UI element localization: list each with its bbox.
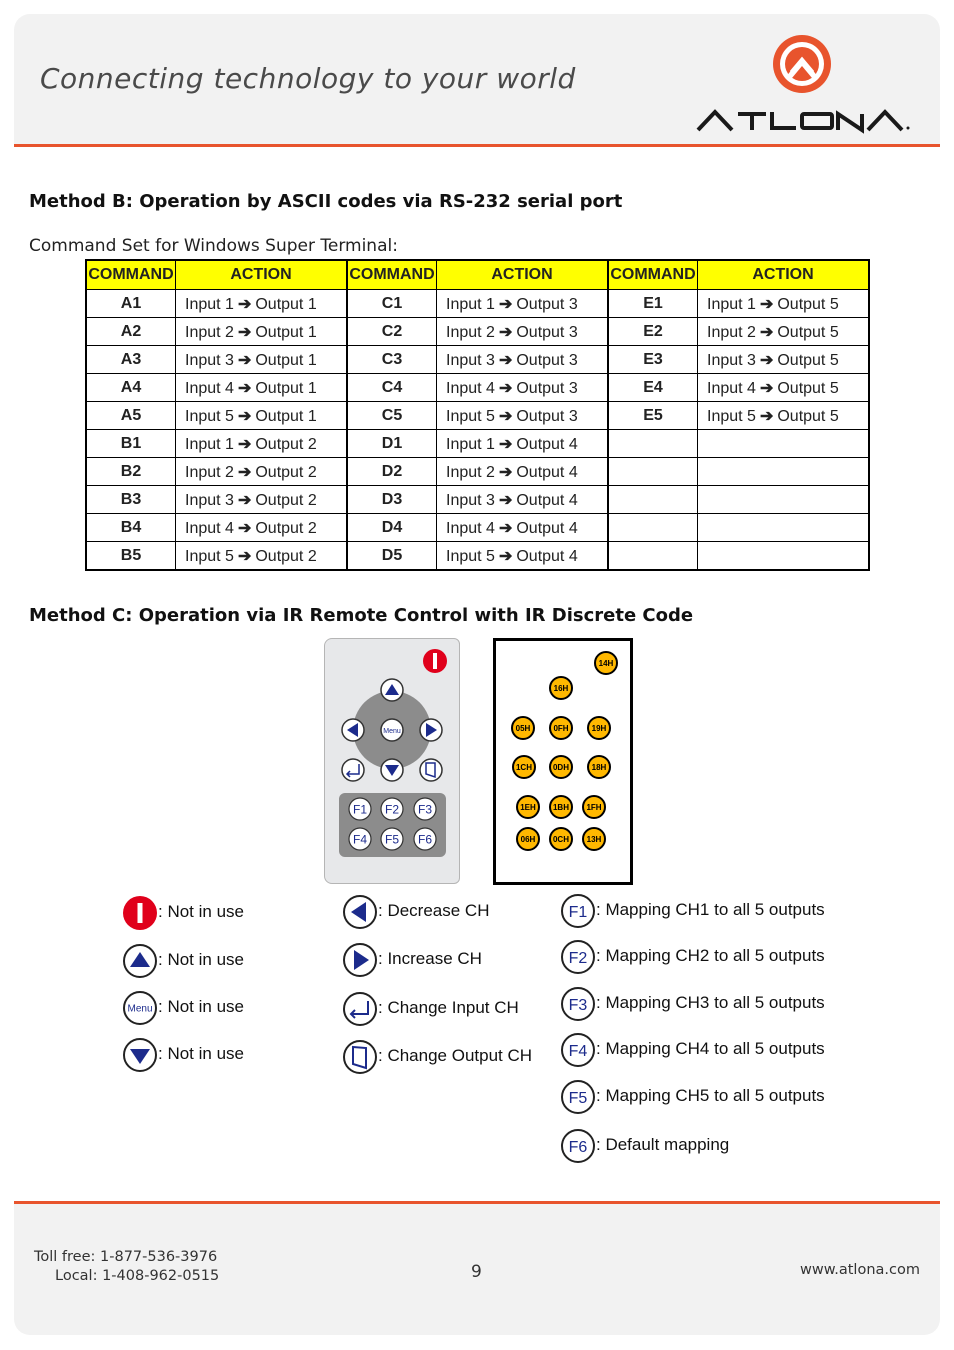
command-cell: C1 (347, 290, 437, 318)
arrow-icon: ➔ (237, 323, 252, 341)
action-input: Input 5 (707, 407, 756, 425)
legend-label: : Default mapping (596, 1135, 730, 1154)
action-input: Input 4 (446, 519, 495, 537)
action-cell (176, 402, 348, 430)
action-output: Output 3 (516, 323, 578, 341)
command-cell: C5 (347, 402, 437, 430)
action-output: Output 5 (777, 407, 839, 425)
svg-text:13H: 13H (586, 835, 602, 844)
action-output: Output 4 (516, 519, 578, 537)
action-input: Input 4 (185, 519, 234, 537)
action-cell (698, 430, 870, 458)
action-input: Input 5 (185, 547, 234, 565)
command-cell (608, 458, 698, 486)
ir-code-button (588, 756, 610, 778)
action-input: Input 1 (707, 295, 756, 313)
command-cell: D4 (347, 514, 437, 542)
table-row (86, 542, 869, 571)
svg-text:F1: F1 (568, 904, 588, 921)
fkey-f4-icon (560, 1032, 596, 1073)
command-cell: E3 (608, 346, 698, 374)
action-cell (698, 318, 870, 346)
remote-fkey-f6 (414, 828, 436, 850)
arrow-icon: ➔ (237, 295, 252, 313)
svg-text:0DH: 0DH (552, 763, 570, 772)
command-cell: D2 (347, 458, 437, 486)
action-cell (698, 486, 870, 514)
table-row (86, 430, 869, 458)
action-output: Output 1 (255, 323, 317, 341)
arrow-icon: ➔ (498, 547, 513, 565)
action-input: Input 2 (446, 463, 495, 481)
action-input: Input 1 (185, 295, 234, 313)
svg-text:18H: 18H (591, 763, 607, 772)
svg-text:F1: F1 (352, 802, 368, 817)
arrow-icon: ➔ (498, 323, 513, 341)
remote-fkey-f3 (414, 798, 436, 820)
table-row (86, 402, 869, 430)
legend-label: : Mapping CH4 to all 5 outputs (596, 1039, 825, 1058)
action-output: Output 5 (777, 351, 839, 369)
table-row (86, 486, 869, 514)
action-cell (437, 542, 609, 571)
arrow-icon: ➔ (759, 323, 774, 341)
action-output: Output 2 (255, 547, 317, 565)
legend-label: : Mapping CH1 to all 5 outputs (596, 900, 825, 919)
logo-wordmark (698, 112, 902, 130)
action-input: Input 4 (707, 379, 756, 397)
action-cell (698, 542, 870, 571)
command-table (85, 259, 870, 571)
action-output: Output 3 (516, 407, 578, 425)
action-cell (437, 514, 609, 542)
table-row (86, 374, 869, 402)
command-cell: A5 (86, 402, 176, 430)
legend-label: : Mapping CH2 to all 5 outputs (596, 946, 825, 965)
command-cell: A3 (86, 346, 176, 374)
page-number: 9 (471, 1262, 482, 1282)
method-c-heading: Method C: Operation via IR Remote Control with IR Discrete Code (29, 605, 694, 626)
power-icon (423, 649, 447, 673)
command-cell: C4 (347, 374, 437, 402)
column-header: ACTION (437, 260, 609, 290)
enter-icon (342, 759, 364, 781)
action-output: Output 4 (516, 491, 578, 509)
remote-fkey-f4 (349, 828, 371, 850)
action-output: Output 5 (777, 379, 839, 397)
arrow-icon: ➔ (237, 407, 252, 425)
up-arrow-icon (381, 679, 403, 701)
action-output: Output 3 (516, 351, 578, 369)
action-cell (176, 458, 348, 486)
action-output: Output 2 (255, 519, 317, 537)
action-input: Input 5 (185, 407, 234, 425)
action-output: Output 1 (255, 351, 317, 369)
right-arrow-icon (420, 719, 442, 741)
action-input: Input 3 (446, 491, 495, 509)
action-output: Output 5 (777, 323, 839, 341)
svg-text:16H: 16H (553, 684, 569, 693)
command-cell: B1 (86, 430, 176, 458)
action-input: Input 3 (707, 351, 756, 369)
menu-icon (381, 719, 403, 741)
arrow-icon: ➔ (498, 519, 513, 537)
action-cell (698, 290, 870, 318)
action-input: Input 2 (185, 463, 234, 481)
legend-label: : Not in use (158, 902, 244, 921)
left-arrow-icon (342, 894, 378, 935)
footer-divider (14, 1201, 940, 1204)
svg-text:0CH: 0CH (552, 835, 570, 844)
action-cell (698, 458, 870, 486)
legend-label: : Increase CH (378, 949, 482, 968)
svg-text:14H: 14H (598, 659, 614, 668)
action-cell (698, 374, 870, 402)
svg-text:Menu: Menu (127, 1003, 153, 1015)
command-cell: E2 (608, 318, 698, 346)
logo-mark-icon (773, 35, 831, 93)
action-output: Output 2 (255, 491, 317, 509)
svg-text:1BH: 1BH (552, 803, 570, 812)
ir-code-button (517, 828, 539, 850)
command-cell: D5 (347, 542, 437, 571)
website-link[interactable]: www.atlona.com (800, 1262, 920, 1278)
ir-code-button (550, 717, 572, 739)
remote-control-illustration (324, 638, 460, 884)
action-cell (698, 346, 870, 374)
action-cell (176, 290, 348, 318)
action-input: Input 1 (446, 435, 495, 453)
svg-text:Menu: Menu (383, 728, 401, 735)
ir-code-button (512, 717, 534, 739)
ir-code-button (550, 828, 572, 850)
action-cell (698, 402, 870, 430)
svg-text:F4: F4 (568, 1043, 588, 1060)
command-cell: E5 (608, 402, 698, 430)
column-header: COMMAND (347, 260, 437, 290)
door-icon (420, 759, 442, 781)
action-cell (176, 542, 348, 571)
action-cell (437, 374, 609, 402)
arrow-icon: ➔ (237, 435, 252, 453)
action-input: Input 3 (185, 351, 234, 369)
fkey-f2-icon (560, 939, 596, 980)
command-cell: B4 (86, 514, 176, 542)
svg-text:F2: F2 (568, 950, 588, 967)
svg-text:1FH: 1FH (586, 803, 602, 812)
arrow-icon: ➔ (237, 351, 252, 369)
action-input: Input 1 (185, 435, 234, 453)
column-header: ACTION (698, 260, 870, 290)
svg-text:06H: 06H (520, 835, 536, 844)
action-cell (698, 514, 870, 542)
ir-code-button (583, 828, 605, 850)
arrow-icon: ➔ (237, 491, 252, 509)
action-cell (437, 290, 609, 318)
action-input: Input 4 (446, 379, 495, 397)
command-cell: C2 (347, 318, 437, 346)
command-cell (608, 486, 698, 514)
remote-fkey-f1 (349, 798, 371, 820)
action-output: Output 4 (516, 435, 578, 453)
method-b-heading: Method B: Operation by ASCII codes via RS-232 serial port (29, 191, 623, 212)
command-cell: A1 (86, 290, 176, 318)
arrow-icon: ➔ (237, 463, 252, 481)
command-cell: E1 (608, 290, 698, 318)
action-output: Output 2 (255, 463, 317, 481)
command-cell (608, 430, 698, 458)
svg-text:F4: F4 (352, 832, 368, 847)
command-cell: B3 (86, 486, 176, 514)
arrow-icon: ➔ (759, 295, 774, 313)
command-cell: A4 (86, 374, 176, 402)
ir-code-button (550, 796, 572, 818)
legend-label: : Change Output CH (378, 1046, 533, 1065)
column-header: COMMAND (86, 260, 176, 290)
arrow-icon: ➔ (498, 295, 513, 313)
command-cell: A2 (86, 318, 176, 346)
action-output: Output 4 (516, 463, 578, 481)
action-input: Input 2 (185, 323, 234, 341)
column-header: ACTION (176, 260, 348, 290)
action-input: Input 2 (707, 323, 756, 341)
down-arrow-icon (381, 759, 403, 781)
command-cell: C3 (347, 346, 437, 374)
svg-text:05H: 05H (515, 724, 531, 733)
action-output: Output 4 (516, 547, 578, 565)
svg-text:F5: F5 (384, 832, 400, 847)
arrow-icon: ➔ (498, 491, 513, 509)
left-arrow-icon (342, 719, 364, 741)
remote-fkey-f2 (381, 798, 403, 820)
arrow-icon: ➔ (498, 351, 513, 369)
ir-code-button (550, 756, 572, 778)
ir-code-button (595, 652, 617, 674)
action-output: Output 5 (777, 295, 839, 313)
arrow-icon: ➔ (759, 407, 774, 425)
arrow-icon: ➔ (237, 547, 252, 565)
remote-fkey-f5 (381, 828, 403, 850)
action-output: Output 1 (255, 379, 317, 397)
svg-text:1CH: 1CH (515, 763, 533, 772)
svg-text:F6: F6 (417, 832, 433, 847)
action-cell (437, 318, 609, 346)
door-icon (342, 1039, 378, 1080)
fkey-f5-icon (560, 1079, 596, 1120)
action-cell (176, 346, 348, 374)
action-cell (437, 402, 609, 430)
action-cell (437, 486, 609, 514)
action-input: Input 5 (446, 407, 495, 425)
action-cell (176, 374, 348, 402)
arrow-icon: ➔ (237, 519, 252, 537)
down-arrow-icon (122, 1037, 158, 1078)
arrow-icon: ➔ (498, 379, 513, 397)
action-output: Output 3 (516, 379, 578, 397)
menu-icon (122, 990, 158, 1031)
svg-text:F3: F3 (417, 802, 433, 817)
table-row (86, 318, 869, 346)
toll-free-number: Toll free: 1-877-536-3976 (34, 1249, 218, 1265)
legend-label: : Not in use (158, 950, 244, 969)
ir-code-diagram (493, 638, 633, 885)
table-row (86, 458, 869, 486)
table-row (86, 290, 869, 318)
action-output: Output 3 (516, 295, 578, 313)
action-input: Input 4 (185, 379, 234, 397)
ir-code-button (517, 796, 539, 818)
table-header-row (86, 260, 869, 290)
ir-code-button (583, 796, 605, 818)
svg-text:1EH: 1EH (520, 803, 536, 812)
command-cell (608, 542, 698, 571)
action-output: Output 1 (255, 295, 317, 313)
fkey-f3-icon (560, 986, 596, 1027)
command-cell: E4 (608, 374, 698, 402)
svg-text:19H: 19H (591, 724, 607, 733)
table-row (86, 346, 869, 374)
power-icon (122, 895, 158, 936)
action-cell (176, 318, 348, 346)
svg-text:F6: F6 (568, 1139, 588, 1156)
action-cell (437, 430, 609, 458)
action-cell (176, 486, 348, 514)
action-output: Output 1 (255, 407, 317, 425)
atlona-logo (696, 32, 916, 137)
action-cell (176, 514, 348, 542)
action-output: Output 2 (255, 435, 317, 453)
action-cell (437, 458, 609, 486)
arrow-icon: ➔ (498, 407, 513, 425)
svg-text:0FH: 0FH (553, 724, 569, 733)
arrow-icon: ➔ (237, 379, 252, 397)
fkey-f6-icon (560, 1128, 596, 1169)
legend-label: : Not in use (158, 997, 244, 1016)
method-b-subheading: Command Set for Windows Super Terminal: (29, 236, 398, 256)
action-input: Input 5 (446, 547, 495, 565)
header-tagline: Connecting technology to your world (40, 62, 576, 95)
ir-code-button (513, 756, 535, 778)
action-cell (437, 346, 609, 374)
ir-code-button (588, 717, 610, 739)
right-arrow-icon (342, 942, 378, 983)
arrow-icon: ➔ (759, 351, 774, 369)
arrow-icon: ➔ (759, 379, 774, 397)
legend-label: : Change Input CH (378, 998, 519, 1017)
header-divider (14, 144, 940, 147)
column-header: COMMAND (608, 260, 698, 290)
legend-label: : Decrease CH (378, 901, 490, 920)
action-cell (176, 430, 348, 458)
action-input: Input 3 (185, 491, 234, 509)
legend-label: : Mapping CH3 to all 5 outputs (596, 993, 825, 1012)
command-cell: B5 (86, 542, 176, 571)
enter-icon (342, 991, 378, 1032)
command-cell: D3 (347, 486, 437, 514)
local-number: Local: 1-408-962-0515 (55, 1268, 220, 1284)
svg-text:F3: F3 (568, 997, 588, 1014)
up-arrow-icon (122, 943, 158, 984)
command-cell: B2 (86, 458, 176, 486)
action-input: Input 1 (446, 295, 495, 313)
arrow-icon: ➔ (498, 463, 513, 481)
action-input: Input 2 (446, 323, 495, 341)
action-input: Input 3 (446, 351, 495, 369)
fkey-f1-icon (560, 893, 596, 934)
legend-label: : Mapping CH5 to all 5 outputs (596, 1086, 825, 1105)
svg-text:F2: F2 (384, 802, 400, 817)
arrow-icon: ➔ (498, 435, 513, 453)
command-cell: D1 (347, 430, 437, 458)
legend-label: : Not in use (158, 1044, 244, 1063)
svg-text:F5: F5 (568, 1090, 588, 1107)
command-cell (608, 514, 698, 542)
ir-code-button (550, 677, 572, 699)
table-row (86, 514, 869, 542)
